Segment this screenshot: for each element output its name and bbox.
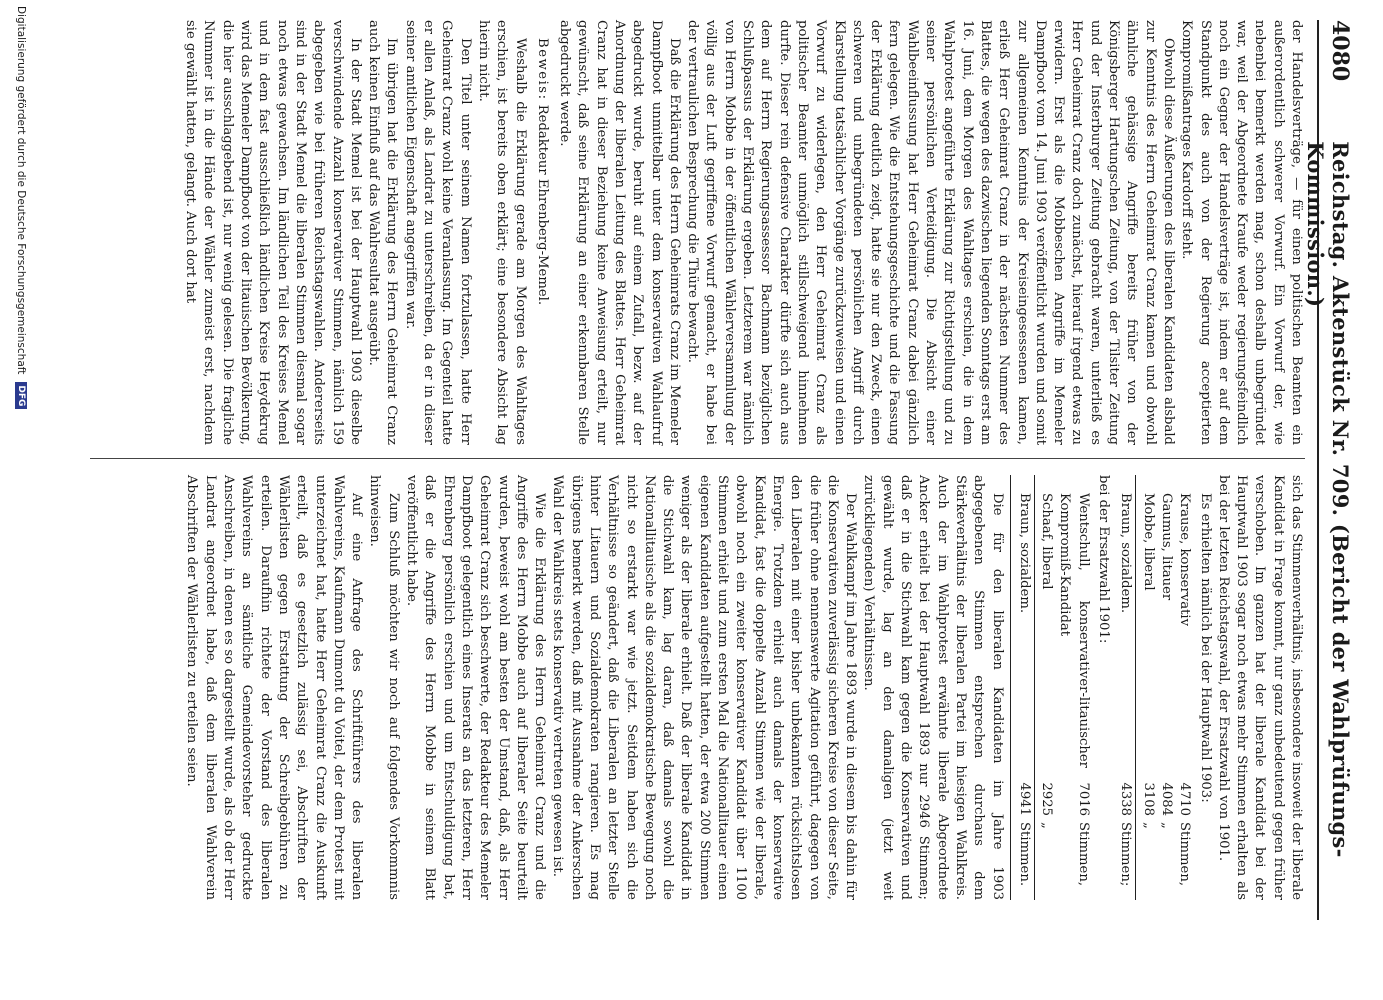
right-column	[182, 475, 1305, 900]
left-column	[181, 20, 1305, 445]
paragraph: Es erhielten nämlich bei der Hauptwahl 1903:	[1197, 493, 1213, 803]
paragraph: Im übrigen hat die Erklärung des Herrn Geheimrat Cranz auch keinen Einfluß auf das Wahlresultat ausgeübt.	[366, 20, 400, 445]
beweis-label: Beweis:	[534, 38, 550, 101]
vote-count: 4338	[1118, 782, 1134, 816]
funding-note: Digitalisierung gefördert durch die Deutsche Forschungsgemeinschaft	[15, 6, 27, 375]
vote-unit: Stimmen,	[1075, 822, 1091, 887]
vote-count: 2925	[1039, 782, 1055, 816]
vote-count: 4084	[1158, 782, 1174, 816]
paragraph: der Handelsverträge, — für einen politischen Beamten ein außerordentlich schwerer Vorwurf. Ein Vorwurf der, wie nebenbei bemerkt werden mag, schon deshalb unbegründet war, weil der Abgeordnete Kraufe weder regierungsfeindlich noch ein Gegner der Handelsverträge ist, indem er auf dem Standpunkt des auch von der Regierung acceptierten Kompromißantrages Kardorff steht.	[1179, 20, 1304, 445]
vote-unit: „	[1158, 822, 1174, 829]
page-number: 4080	[1327, 20, 1353, 82]
vote-row	[1015, 475, 1035, 900]
ersatzwahl-label: bei der Ersatzwahl 1901:	[1096, 475, 1112, 644]
vote-unit: Stimmen;	[1118, 822, 1134, 887]
paragraph: Auf eine Anfrage des Schriftführers des liberalen Wahlvereins, Kaufmann Dumont du Voitel, der dem Protest mit unterzeichnet hat, hatte Herr Geheimrat Cranz die Auskunft erteilt, daß es gesetzlich zulässig sei, Abschriften der Wählerlisten gegen Erstattung der Schreibgebühren zu erteilen. Daraufhin richtete der Vorstand des liberalen Wahlvereins an sämtliche Gemeindevorsteher gedruckte Anschreiben, in denen es so dargestellt wurde, als ob der Herr Landrat angeordnet habe, daß dem liberalen Wahlverein Abschriften der Wählerlisten zu erteilen seien.	[184, 475, 365, 900]
paragraph: Die für den liberalen Kandidaten im Jahre 1903 abgegebenen Stimmen entsprechen durchaus dem Stärkeverhältnis der liberalen Partei im hiesigen Wahlkreis. Auch der im Wahlprotest erwähnte liberale Abgeordnete Ancker erhielt bei der Hauptwahl 1893 nur 2946 Stimmen; daß er in die Stichwahl kam gegen die Konservativen und gewählt wurde, lag an den damaligen (jetzt weit zurückliegenden) Verhältnissen.	[861, 475, 1005, 900]
dfg-logo: DFG	[15, 382, 27, 409]
vote-row	[1116, 475, 1136, 900]
vote-row	[1157, 475, 1175, 900]
candidate-name: Wentschull, konservativer-litauischer Kompromiß-Kandidat	[1057, 493, 1091, 768]
paragraph: Weshalb die Erklärung gerade am Morgen des Wahltages erschien, ist bereits oben erklärt; eine besondere Absicht lag hierin nicht.	[475, 20, 528, 445]
vote-row	[1175, 475, 1193, 900]
paragraph: Zum Schluß möchten wir noch auf folgendes Vorkommnis hinweisen.	[367, 475, 401, 900]
footer	[9, 0, 33, 1000]
paragraph: In der Stadt Memel ist bei der Hauptwahl 1903 dieselbe verschwindende Anzahl konservativer Stimmen, nämlich 159 abgegeben wie bei früheren Reichstagswahlen. Andererseits sind in der Stadt Memel die liberalen Stimmen diesmal sogar noch etwas gewachsen. Im ländlichen Teil des Kreises Memel und in dem fast ausschließlich ländlichen Kreise Heydekrug wird das Memeler Dampfboot von der litauischen Bevölkerung, die hier ausschlaggebend ist, nur wenig gelesen. Die fragliche Nummer ist in die Hände der Wähler zumeist erst, nachdem sie gewählt hatten, gelangt. Auch dort hat	[183, 20, 363, 446]
paragraph: Wie die Erklärung des Herrn Geheimrat Cranz und die Angriffe des Herrn Mobbe auch auf liberaler Seite beurteilt wurden, beweist wohl am besten der Umstand, daß, als Herr Geheimrat Cranz sich beschwerte, der Redakteur des Memeler Dampfboot gelegentlich eines Inserats an das letzteren, Herr Ehrenberg persönlich erschien und um Entschuldigung bat, daß er die Angriffe des Herrn Mobbe in seinem Blatt veröffentlicht habe.	[404, 475, 548, 900]
vote-count: 3108	[1140, 782, 1156, 816]
vote-unit: „	[1039, 822, 1055, 829]
vote-row	[1037, 475, 1055, 900]
paragraph: Obwohl diese Äußerungen des liberalen Kandidaten alsbald zur Kenntnis des Herrn Geheimrat Cranz kamen und obwohl ähnliche gehässige Angriffe bereits früher von der Königsberger Hartungschen Zeitung, von der Tilsiter Zeitung und der Insterburger Zeitung gebracht waren, unterließ es Herr Geheimrat Cranz doch zunächst, hierauf irgend etwas zu erwidern. Erst als die Mobbeschen Angriffe im Memeler Dampfboot vom 14. Juni 1903 veröffentlicht wurden und somit zur allgemeinen Kenntnis der Kreiseingesessenen kamen, erließ Herr Geheimrat Cranz in der nächsten Nummer des Blattes, die wegen des dazwischen liegenden Sonntags erst am 16. Juni, dem Morgen des Wahltages erschien, die in dem Wahlprotest angeführte Erklärung zur Richtigstellung und zu seiner persönlichen Verteidigung. Die Absicht einer Wahlbeeinflussung hat Herr Geheimrat Cranz dabei gänzlich fern gelegen. Wie die Entstehungsgeschichte und die Fassung der Erklärung deutlich zeigt, hatte sie nur den Zweck, einen schweren und unbegründeten persönlichen Angriff durch Klarstellung tatsächlicher Vorgänge zurückzuweisen und einen Vorwurf zu widerlegen, den Herr Geheimrat Cranz als politischer Beamter unmöglich stillschweigend hinnehmen durfte. Dieser rein defensive Charakter dürfte sich auch aus dem auf Herrn Regierungsassessor Bachmann bezüglichen Schlußpassus der Erklärung ergeben. Letzterem war nämlich von Herrn Mobbe in der öffentlichen Wählerversammlung der völlig aus der Luft gegriffene Vorwurf gemacht, er habe bei der vertraulichen Besprechung die Thüre bewacht.	[685, 20, 1176, 445]
paragraph: Daß die Erklärung des Herrn Geheimrats Cranz im Memeler Dampfboot unmittelbar unter dem konservativen Wahlaufruf abgedruckt wurde, beruht auf einem Zufall, bezw. auf der Anordnung der liberalen Leitung des Blattes. Herr Geheimrat Cranz hat in dieser Beziehung keine Anweisung erteilt, nur gewünscht, daß seine Erklärung an einer erkennbaren Stelle abgedruckt werde.	[557, 20, 682, 445]
vote-table-1903	[1116, 475, 1193, 900]
candidate-name: Gaumus, litauer	[1158, 493, 1174, 601]
candidate-name: Mobbe, liberal	[1140, 493, 1156, 591]
vote-unit: Stimmen.	[1016, 822, 1032, 887]
vote-unit: „	[1140, 822, 1156, 829]
beweis-text: Redakteur Ehrenberg-Memel.	[534, 104, 550, 306]
vote-count: 7016	[1075, 782, 1091, 816]
candidate-name: Krause, konservativ	[1177, 493, 1193, 627]
beweis-line	[533, 20, 551, 445]
paragraph: Der Wahlkampf im Jahre 1893 wurde in diesem bis dahin für die Konservativen zuverlässig sicheren Kreise von dieser Seite, die früher ohne nennenswerte Agitation geführt, dagegen von den Liberalen mit einer bisher unbekannten rücksichtslosen Energie. Trotzdem erhielt auch damals der konservative Kandidat, fast die doppelte Anzahl Stimmen wie der liberale, obwohl noch ein zweiter konservativer Kandidat über 1100 Stimmen erhielt und zum ersten Mal die Nationallitauer einen eigenen Kandidaten aufgestellt hatten, der etwa 200 Stimmen weniger als der liberale erhielt. Daß der liberale Kandidat in die Stichwahl kam, lag daran, daß damals sowohl die Nationallitauische als die sozialdemokratische Bewegung noch nicht so erstarkt war wie jetzt. Seitdem haben sich die Verhältnisse so geändert, daß die Liberalen an letzter Stelle hinter Litauern und Sozialdemokraten rangieren. Es mag übrigens bemerkt werden, daß mit Ausnahme der Ankerschen Wahl der Wahlkreis stets konservativ vertreten gewesen ist.	[550, 475, 859, 900]
candidate-name: Braun, sozialdem.	[1118, 493, 1134, 614]
vote-row	[1138, 475, 1156, 900]
vote-count: 4941	[1016, 782, 1032, 816]
page-title: Reichstag. Aktenstück Nr. 709. (Bericht der Wahlprüfungs-Kommission.)	[1303, 141, 1353, 858]
candidate-name: Braun, sozialdem.	[1016, 493, 1032, 614]
paragraph: Den Titel unter seinem Namen fortzulassen, hatte Herr Geheimrat Cranz wohl keine Veranlassung. Im Gegenteil hatte er allen Anlaß, als Landrat zu unterschreiben, da er in dieser seiner amtlichen Eigenschaft angegriffen war.	[402, 20, 473, 445]
vote-unit: Stimmen,	[1177, 822, 1193, 887]
vote-table-1901	[1010, 475, 1092, 900]
candidate-name: Schaaf, liberal	[1039, 493, 1055, 590]
vote-count: 4710	[1177, 782, 1193, 816]
page-header	[1303, 20, 1353, 920]
vote-row	[1055, 475, 1092, 900]
paragraph: sich das Stimmenverhältnis, insbesondere insoweit der liberale Kandidat in Frage kommt, nur ganz unbedeutend gegen früher verschoben. Im ganzen hat der liberale Kandidat bei der Hauptwahl 1903 sogar noch etwas mehr Stimmen erhalten als bei der letzten Reichstagswahl, der Ersatzwahl von 1901.	[1215, 475, 1304, 900]
column-divider	[90, 458, 1305, 459]
divider	[1010, 475, 1011, 900]
